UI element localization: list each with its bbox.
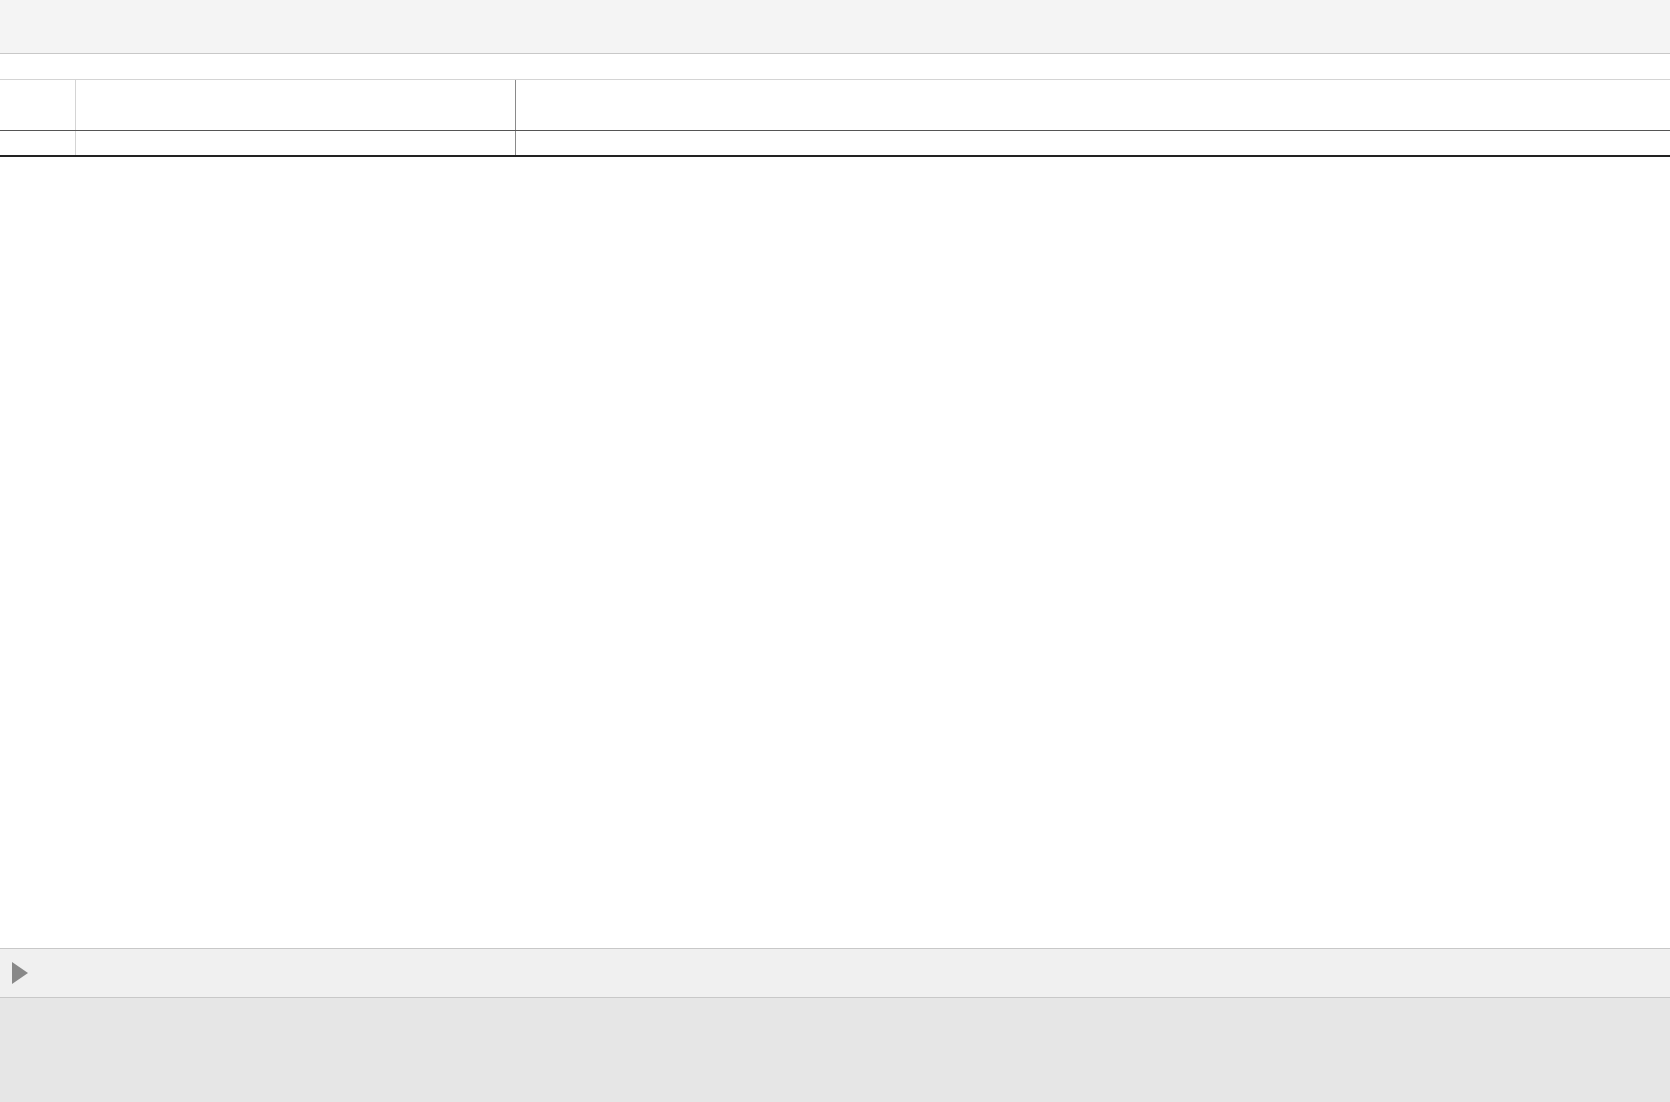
- activity-header[interactable]: [76, 80, 516, 130]
- status-bar: [0, 998, 1670, 1102]
- sheet-tab-bar: [0, 948, 1670, 998]
- play-arrow-icon[interactable]: [12, 962, 28, 984]
- years-label-cell[interactable]: [76, 131, 516, 155]
- column-header-row: [0, 0, 1670, 54]
- header-row[interactable]: [0, 80, 1670, 131]
- codes-header[interactable]: [0, 80, 76, 130]
- years-code-cell[interactable]: [0, 131, 76, 155]
- years-row[interactable]: [0, 131, 1670, 157]
- title-row[interactable]: [0, 54, 1670, 80]
